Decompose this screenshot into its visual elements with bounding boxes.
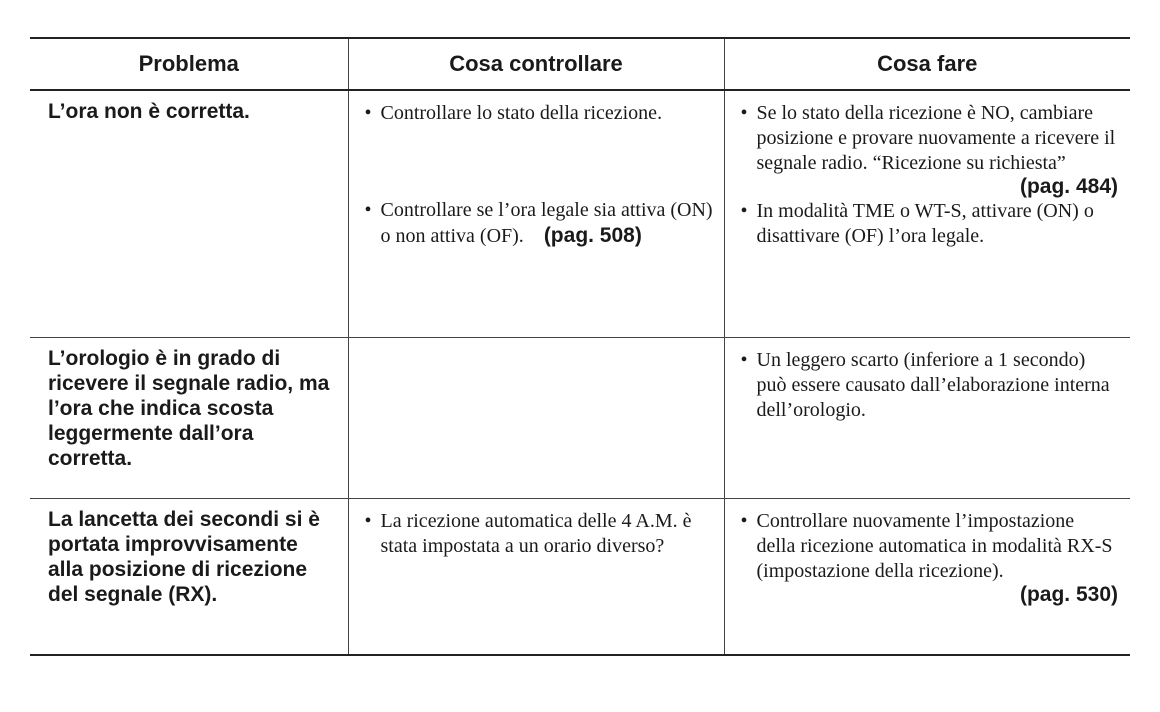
header-problem: Problema bbox=[30, 38, 348, 90]
list-item bbox=[365, 198, 714, 249]
action-cell bbox=[724, 338, 1130, 499]
check-text: Controllare se l’ora legale sia attiva (ON) o non attiva (OF). bbox=[380, 199, 713, 247]
check-text: Controllare lo stato della ricezione. bbox=[380, 102, 663, 124]
action-text: Un leggero scarto (inferiore a 1 secondo) può essere causato dall’elaborazione interna dell’orologio. bbox=[756, 349, 1110, 421]
header-row bbox=[30, 38, 1130, 90]
action-text: In modalità TME o WT-S, attivare (ON) o disattivare (OF) l’ora legale. bbox=[756, 200, 1094, 247]
problem-text: L’ora non è corretta. bbox=[48, 100, 250, 123]
page-reference: (pag. 508) bbox=[543, 224, 642, 247]
bullet-glyph: • bbox=[364, 510, 372, 532]
action-text: Controllare nuovamente l’impostazione della ricezione automatica in modalità RX-S (impostazione della ricezione). bbox=[756, 510, 1113, 582]
bullet-glyph: • bbox=[740, 349, 748, 371]
action-text: Se lo stato della ricezione è NO, cambiare posizione e provare nuovamente a ricevere il segnale radio. “Ricezione su richiesta” bbox=[756, 102, 1116, 174]
table-row bbox=[30, 90, 1130, 338]
list-item bbox=[741, 199, 1119, 249]
page-reference: (pag. 530) bbox=[1019, 583, 1118, 606]
bullet-glyph: • bbox=[364, 102, 372, 124]
bullet-glyph: • bbox=[364, 199, 372, 221]
header-check: Cosa controllare bbox=[348, 38, 724, 90]
page-reference: (pag. 484) bbox=[1019, 175, 1118, 198]
list-item bbox=[741, 348, 1119, 423]
list-item bbox=[741, 509, 1119, 606]
problem-cell bbox=[30, 90, 348, 338]
check-cell bbox=[348, 499, 724, 656]
problem-cell bbox=[30, 338, 348, 499]
bullet-glyph: • bbox=[740, 200, 748, 222]
check-cell bbox=[348, 90, 724, 338]
action-cell bbox=[724, 499, 1130, 656]
check-text: La ricezione automatica delle 4 A.M. è stata impostata a un orario diverso? bbox=[380, 510, 692, 557]
list-item bbox=[741, 101, 1119, 198]
list-item bbox=[365, 509, 714, 559]
table-row bbox=[30, 499, 1130, 656]
header-action: Cosa fare bbox=[724, 38, 1130, 90]
problem-text: La lancetta dei secondi si è portata improvvisamente alla posizione di ricezione del segnale (RX). bbox=[48, 508, 320, 606]
problem-cell bbox=[30, 499, 348, 656]
bullet-glyph: • bbox=[740, 102, 748, 124]
troubleshooting-table bbox=[30, 37, 1130, 656]
list-item bbox=[365, 101, 714, 126]
bullet-glyph: • bbox=[740, 510, 748, 532]
check-cell bbox=[348, 338, 724, 499]
problem-text: L’orologio è in grado di ricevere il segnale radio, ma l’ora che indica scosta leggermente dall’ora corretta. bbox=[48, 347, 330, 470]
table-row bbox=[30, 338, 1130, 499]
action-cell bbox=[724, 90, 1130, 338]
